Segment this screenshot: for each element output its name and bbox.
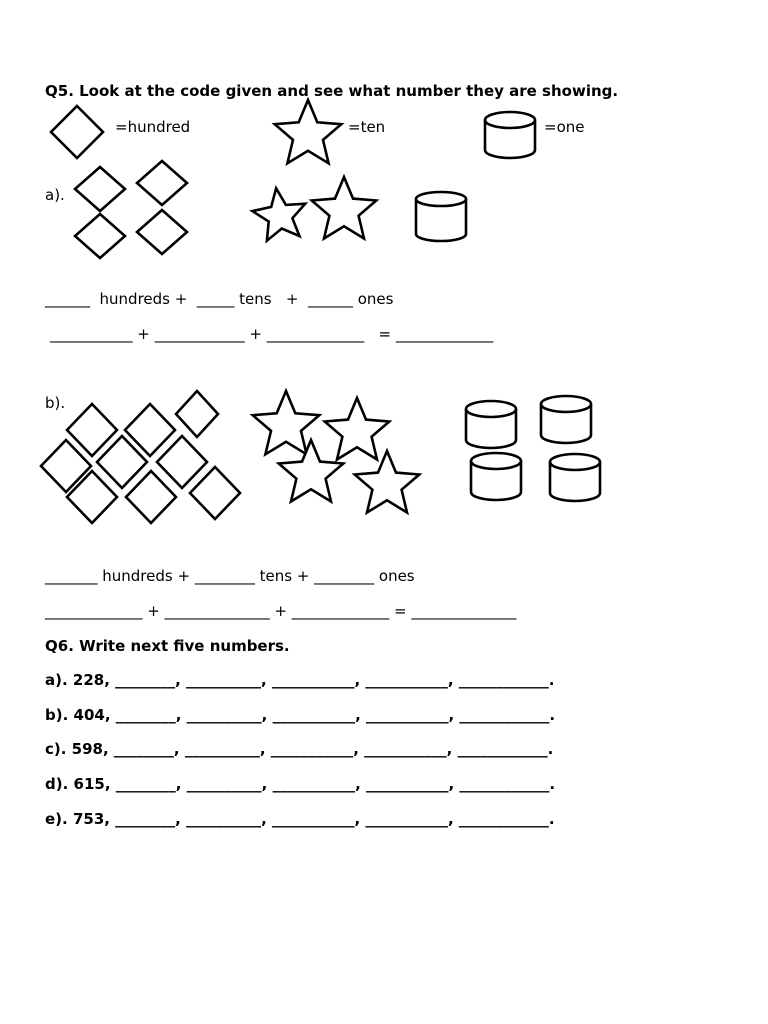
part-b-hundreds-group [41,391,240,523]
part-b-tens-group [253,391,420,513]
one-cylinder [416,192,466,241]
ten-star [279,440,344,502]
diamond-icon [51,106,103,158]
q6-item-b: b). 404, ________, __________, ___________, ___________, ____________. [45,706,556,724]
part-b-ones-group [466,396,600,501]
part-a-hundreds-group [75,161,187,258]
one-cylinder [466,401,516,448]
part-a-tens-group [252,177,376,241]
diamond-icon [51,106,103,158]
ten-star [325,398,390,460]
part-a-label: a). [45,186,65,204]
one-cylinder [541,396,591,443]
hundred-diamond [176,391,218,437]
part-b-expanded-sum-line: _____________ + ______________ + _____________ = ______________ [45,602,517,620]
hundred-diamond [137,161,187,205]
q6-item-c: c). 598, ________, __________, ___________, ___________, ____________. [45,740,554,758]
part-b-place-value-line: _______ hundreds + ________ tens + ________ ones [45,567,415,585]
ten-star [355,451,420,513]
hundred-diamond [157,436,207,488]
q5-title: Q5. Look at the code given and see what number they are showing. [45,82,619,100]
cylinder-icon [485,112,535,158]
q6-item-d: d). 615, ________, __________, ___________, ___________, ____________. [45,775,556,793]
part-b-label: b). [45,394,66,412]
star-icon [275,100,342,163]
one-cylinder [550,454,600,501]
q6-title: Q6. Write next five numbers. [45,637,290,655]
hundred-diamond [126,471,176,523]
q6-item-a: a). 228, ________, __________, ___________, ___________, ____________. [45,671,555,689]
ten-star [312,177,377,239]
hundred-key-label: =hundred [115,118,191,136]
q6-item-e: e). 753, ________, __________, ___________, ___________, ____________. [45,810,555,828]
hundred-diamond [75,167,125,211]
part-a-expanded-sum-line: ___________ + ____________ + _____________ = _____________ [50,325,494,343]
ten-star [252,188,305,240]
ten-key-label: =ten [348,118,386,136]
hundred-diamond [137,210,187,254]
part-a-place-value-line: ______ hundreds + _____ tens + ______ ones [45,290,394,308]
hundred-diamond [75,214,125,258]
one-cylinder [471,453,521,500]
star-icon [275,100,342,163]
hundred-diamond [190,467,240,519]
cylinder-icon [485,112,535,158]
one-key-label: =one [544,118,585,136]
part-a-ones-group [416,192,466,241]
